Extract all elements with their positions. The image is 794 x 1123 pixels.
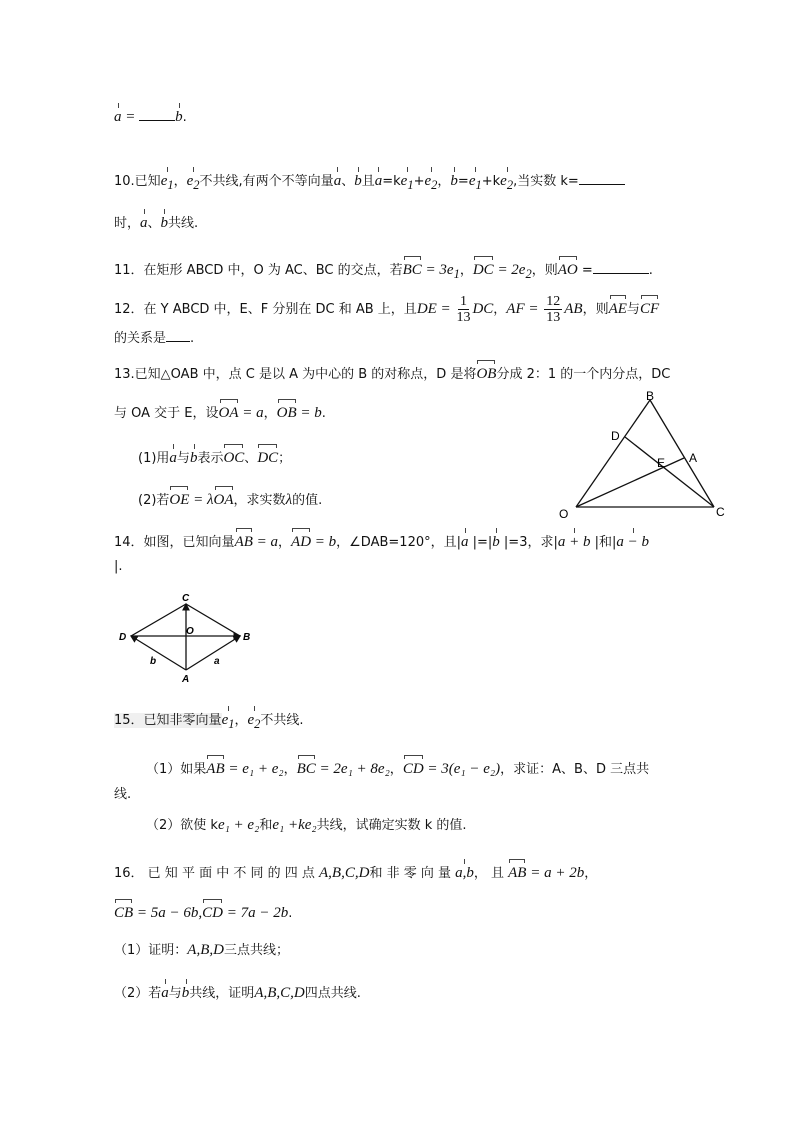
- ab-value: = a + 2b: [526, 865, 585, 881]
- question-15-part1-cont: [114, 786, 131, 804]
- q11-sep: ，: [459, 263, 473, 278]
- label-o: O: [559, 507, 569, 521]
- expr-e1-k: e₁ +k: [272, 817, 305, 833]
- cd-value: = 3(e₁ − e₂): [423, 761, 501, 777]
- vector-cf: CF: [640, 294, 659, 318]
- q15-text: 不共线.: [260, 713, 304, 728]
- q16-text: 共线，证明: [189, 986, 255, 1001]
- vector-cb: CB: [114, 898, 133, 922]
- e1-vector: $e_1$: [221, 712, 235, 731]
- q12-text: 与: [626, 302, 640, 317]
- q13-text: 的值.: [292, 493, 323, 508]
- q13-sep: ，: [263, 406, 277, 421]
- question-10-cont: [114, 214, 198, 233]
- dc-value: = $2e_2$: [493, 262, 532, 281]
- q13-sep: ；: [278, 451, 292, 466]
- ab-value: = a: [252, 534, 279, 550]
- q10-text: 且: [361, 174, 375, 189]
- vectors-ab: a,b: [455, 865, 474, 881]
- vector-dc: DC: [257, 443, 278, 467]
- vector-ab: AB: [206, 754, 224, 778]
- q15-text: 线.: [114, 787, 132, 802]
- q15-sep: ，: [283, 762, 297, 777]
- q10-sep: 、: [341, 174, 355, 189]
- vector-b: b: [450, 173, 458, 189]
- answer-blank[interactable]: [579, 172, 625, 185]
- label-d: D: [119, 632, 127, 643]
- q13-text: 与: [176, 451, 190, 466]
- vector-b: b: [354, 173, 362, 189]
- q16-text: 四点共线.: [304, 986, 361, 1001]
- q10-number: 10: [114, 174, 131, 189]
- q11-text: ．在矩形 ABCD 中，O 为 AC、BC 的交点，若: [130, 263, 403, 278]
- vector-oc: OC: [223, 443, 244, 467]
- ad-value: = b: [311, 534, 337, 550]
- vector-cd: CD: [202, 898, 223, 922]
- q10-text: 不共线,有两个不等向量: [199, 174, 334, 189]
- segment-bc: [650, 400, 714, 507]
- q10-text: +: [413, 174, 425, 189]
- q15-text: （1）如果: [146, 762, 207, 777]
- rhombus-figure: [116, 590, 262, 688]
- answer-blank[interactable]: [139, 108, 175, 121]
- oa-value: = a: [238, 405, 264, 421]
- q12-number: 12: [114, 302, 131, 317]
- top-answer-line: [114, 108, 187, 127]
- q13-text: 分成 2：1 的一个内分点，DC: [496, 367, 671, 382]
- question-13-cont: [114, 398, 326, 423]
- q15-text: ，求证：A、B、D 三点共: [500, 762, 650, 777]
- ob-value: = b: [296, 405, 322, 421]
- bc-value: = 2e₁ + 8e₂: [315, 761, 390, 777]
- cb-value: = 5a − 6b,: [133, 905, 203, 921]
- vector-ob: OB: [277, 398, 297, 422]
- e2-vector: $e_2$: [500, 173, 514, 192]
- q13-text: .已知△OAB 中，点 C 是以 A 为中心的 B 的对称点，D 是将: [130, 367, 477, 382]
- q16-text: ． 已 知 平 面 中 不 同 的 四 点: [130, 866, 315, 881]
- period: .: [190, 331, 195, 346]
- question-10: [114, 172, 625, 194]
- label-a: A: [182, 674, 190, 685]
- q15-text: 共线，试确定实数 k 的值.: [316, 818, 467, 833]
- vector-a: a: [374, 173, 383, 189]
- e2-vector: e₂: [304, 817, 317, 833]
- question-15-part1: [146, 754, 649, 779]
- q13-sep: 、: [244, 451, 258, 466]
- q12-sep: ，: [493, 302, 507, 317]
- vector-ab: AB: [508, 858, 526, 882]
- q14-text: |.: [114, 559, 123, 574]
- equals-sign: =: [121, 109, 140, 125]
- q10-text: =k: [382, 174, 401, 189]
- q14-text: |和|: [590, 535, 617, 550]
- q15-sep: ，: [234, 713, 248, 728]
- de-label: DE =: [416, 301, 455, 317]
- q14-text: |=|: [468, 535, 493, 550]
- q14-text: ，∠DAB=120°，且|: [336, 535, 461, 550]
- q10-text: 时，: [114, 216, 141, 231]
- vector-b: b: [160, 215, 169, 231]
- question-12-cont: [114, 329, 194, 348]
- vector-a: a: [333, 173, 342, 189]
- q12-text: 的关系是: [114, 331, 167, 346]
- vector-b: b: [175, 109, 183, 125]
- edge-dc: [131, 604, 186, 636]
- lambda-coef: = λ: [189, 492, 214, 508]
- question-16: [114, 858, 597, 883]
- question-11: [114, 255, 653, 283]
- q15-text: 和: [259, 818, 273, 833]
- vector-oe: OE: [169, 485, 189, 509]
- lambda-symbol: λ: [285, 492, 293, 508]
- diff-expr: a − b: [616, 534, 650, 550]
- vector-dc: DC: [473, 255, 494, 279]
- vector-bc: BC: [403, 255, 422, 279]
- label-b: B: [646, 390, 655, 403]
- q10-sep: ，: [173, 174, 187, 189]
- q16-text: 三点共线；: [223, 943, 289, 958]
- vector-ad: AD: [291, 527, 311, 551]
- points-abd: A,B,D: [187, 942, 224, 958]
- label-e: E: [657, 456, 666, 470]
- period: .: [321, 406, 326, 421]
- fraction-12-13: $\frac{12}{13}$: [546, 294, 561, 325]
- e2-vector: $e_2$: [186, 173, 200, 192]
- q15-sep: ，: [389, 762, 403, 777]
- e1-vector: $e_1$: [400, 173, 414, 192]
- period: .: [648, 263, 653, 278]
- period: .: [182, 110, 187, 125]
- vector-a: a: [161, 985, 169, 1001]
- q12-text: ，则: [582, 302, 609, 317]
- edge-ad: [131, 636, 186, 670]
- label-vec-a: a: [214, 656, 220, 667]
- q14-number: 14: [114, 535, 131, 550]
- vector-a: a: [169, 450, 177, 466]
- q10-text: ,当实数 k=: [513, 174, 579, 189]
- question-14-cont: [114, 558, 123, 576]
- label-b: B: [243, 632, 251, 643]
- answer-blank[interactable]: [593, 261, 649, 274]
- bc-value: = $3e_1$: [421, 262, 460, 281]
- segment-ob: [576, 400, 650, 507]
- af-label: AF =: [506, 301, 543, 317]
- q16-sep: ，: [584, 866, 598, 881]
- q12-text: ．在 Y ABCD 中，E、F 分别在 DC 和 AB 上，且: [130, 302, 417, 317]
- question-16-part2: [114, 984, 361, 1003]
- question-13-part2: [138, 485, 322, 510]
- ab-label: AB: [564, 301, 583, 317]
- label-a: A: [689, 451, 698, 465]
- edge-cb: [186, 604, 240, 636]
- fraction-1-13: $\frac{1}{13}$: [456, 294, 471, 325]
- question-16-part1: [114, 941, 289, 960]
- question-13-part1: [138, 443, 291, 468]
- q13-text: 与 OA 交于 E，设: [114, 406, 219, 421]
- vector-a: a: [114, 109, 122, 125]
- q16-text: （2）若: [114, 986, 162, 1001]
- dc-label: DC: [472, 301, 494, 317]
- label-o: O: [186, 626, 194, 637]
- label-vec-b: b: [150, 656, 157, 667]
- q14-text: |=3，求|: [499, 535, 558, 550]
- question-14: [114, 527, 649, 552]
- q13-text: 表示: [197, 451, 224, 466]
- q16-number: 16: [114, 866, 131, 881]
- triangle-figure: [556, 390, 736, 522]
- q13-text: (2)若: [138, 493, 170, 508]
- segment-dc: [625, 437, 714, 507]
- vector-b: b: [189, 450, 198, 466]
- vector-ob: OB: [476, 359, 496, 383]
- cd-value: = 7a − 2b: [223, 905, 289, 921]
- q14-sep: ，: [278, 535, 292, 550]
- answer-blank[interactable]: [166, 329, 190, 342]
- q10-text: =: [457, 174, 469, 189]
- label-c: C: [716, 505, 725, 519]
- q10-sep: ，: [437, 174, 451, 189]
- period: .: [288, 906, 293, 921]
- points-abcd: A,B,C,D: [254, 985, 305, 1001]
- edge-ab: [186, 636, 240, 670]
- question-15-part2: [146, 816, 467, 835]
- q11-text: ，则: [531, 263, 558, 278]
- vector-bc: BC: [297, 754, 316, 778]
- e2-vector: $e_2$: [424, 173, 438, 192]
- expr-ke1-e2: e₁ + e₂: [217, 817, 260, 833]
- vector-ab: AB: [235, 527, 253, 551]
- label-d: D: [611, 429, 620, 443]
- question-12: [114, 294, 659, 325]
- vector-ao: AO: [558, 255, 578, 279]
- q13-text: ，求实数: [233, 493, 286, 508]
- q16-text: 和 非 零 向 量: [369, 866, 451, 881]
- q10-text: +k: [481, 174, 501, 189]
- vector-b: b: [181, 985, 190, 1001]
- q16-text: 与: [168, 986, 182, 1001]
- q16-text: （1）证明：: [114, 943, 188, 958]
- q15-number: 15．已知非零向量: [114, 713, 222, 728]
- e1-vector: $e_1$: [160, 173, 174, 192]
- vector-oa: OA: [214, 485, 234, 509]
- vector-a: a: [461, 534, 469, 550]
- vector-a: a: [140, 215, 148, 231]
- q13-number: 13: [114, 367, 131, 382]
- q16-text: ， 且: [473, 866, 504, 881]
- e2-vector: $e_2$: [247, 712, 261, 731]
- vector-oa: OA: [219, 398, 239, 422]
- label-c: C: [182, 593, 190, 604]
- points-abcd: A,B,C,D: [319, 865, 370, 881]
- e1-vector: $e_1$: [468, 173, 482, 192]
- q10-text: 共线.: [168, 216, 199, 231]
- question-16-cont: [114, 898, 292, 923]
- q11-number: 11: [114, 263, 131, 278]
- vector-ae: AE: [609, 294, 627, 318]
- q15-text: （2）欲使 k: [146, 818, 218, 833]
- q10-text: .已知: [130, 174, 161, 189]
- q11-text: =: [577, 263, 593, 278]
- q10-sep: 、: [147, 216, 161, 231]
- q13-text: (1)用: [138, 451, 170, 466]
- question-15: [114, 711, 304, 733]
- vector-b: b: [492, 534, 500, 550]
- sum-expr: a + b: [557, 534, 591, 550]
- question-13: [114, 359, 670, 384]
- vector-cd: CD: [403, 754, 424, 778]
- ab-value: = e₁ + e₂: [224, 761, 284, 777]
- q14-text: ．如图，已知向量: [130, 535, 235, 550]
